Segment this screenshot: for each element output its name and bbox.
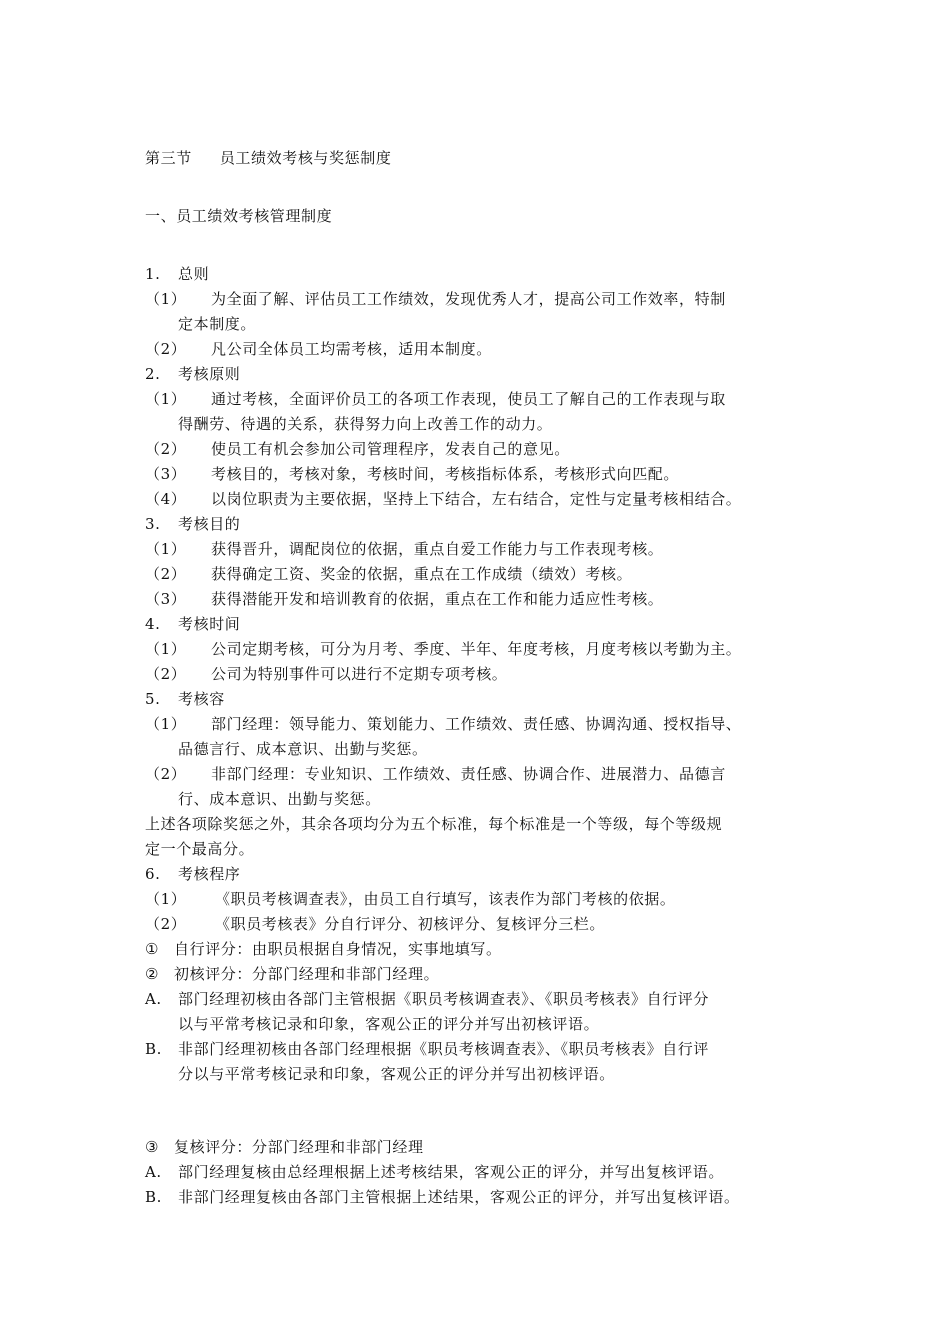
chapter-heading: 一、员工绩效考核管理制度 <box>145 207 333 225</box>
lettered-item <box>145 989 709 1009</box>
item-marker: （2） <box>145 665 187 683</box>
item-text: 部门经理复核由总经理根据上述考核结果，客观公正的评分，并写出复核评语。 <box>178 1163 725 1181</box>
circled-item <box>145 1137 424 1157</box>
section-2-heading <box>145 364 240 384</box>
lettered-item <box>145 1162 724 1182</box>
item-continuation: 品德言行、成本意识、出勤与奖惩。 <box>178 740 428 758</box>
item-marker: （1） <box>145 390 187 408</box>
section-1-marker: 1. <box>145 265 161 283</box>
item-text: 《职员考核调查表》，由员工自行填写，该表作为部门考核的依据。 <box>215 890 676 908</box>
item-text: 通过考核，全面评价员工的各项工作表现，使员工了解自己的工作表现与取 <box>211 390 726 408</box>
list-item <box>145 564 632 584</box>
letter-marker: B. <box>145 1188 162 1206</box>
item-marker: （1） <box>145 540 187 558</box>
item-text: 考核目的，考核对象，考核时间，考核指标体系，考核形式向匹配。 <box>211 465 680 483</box>
note-paragraph-line: 定一个最高分。 <box>145 840 255 858</box>
list-item <box>145 889 676 909</box>
list-item <box>145 489 741 509</box>
item-text: 部门经理初核由各部门主管根据《职员考核调查表》、《职员考核表》自行评分 <box>178 990 710 1008</box>
list-item <box>145 539 663 559</box>
section-4-heading <box>145 614 240 634</box>
item-text: 为全面了解、评估员工工作绩效，发现优秀人才，提高公司工作效率，特制 <box>211 290 726 308</box>
section-4-marker: 4. <box>145 615 161 633</box>
section-4-title: 考核时间 <box>178 615 241 633</box>
section-6-title: 考核程序 <box>178 865 241 883</box>
section-2-title: 考核原则 <box>178 365 241 383</box>
letter-marker: A. <box>145 990 162 1008</box>
note-paragraph-line: 上述各项除奖惩之外，其余各项均分为五个标准，每个标准是一个等级，每个等级规 <box>145 815 723 833</box>
list-item <box>145 439 570 459</box>
section-6-marker: 6. <box>145 865 161 883</box>
item-text: 以岗位职责为主要依据，坚持上下结合，左右结合，定性与定量考核相结合。 <box>211 490 742 508</box>
item-text: 非部门经理：专业知识、工作绩效、责任感、协调合作、进展潜力、品德言 <box>211 765 726 783</box>
item-continuation: 行、成本意识、出勤与奖惩。 <box>178 790 381 808</box>
section-3-title: 考核目的 <box>178 515 241 533</box>
section-5-title: 考核容 <box>178 690 225 708</box>
list-item <box>145 639 741 659</box>
section-5-marker: 5. <box>145 690 161 708</box>
circled-marker: ① <box>145 940 160 958</box>
item-text: 公司为特别事件可以进行不定期专项考核。 <box>211 665 508 683</box>
circled-marker: ② <box>145 965 160 983</box>
letter-marker: B. <box>145 1040 162 1058</box>
item-text: 《职员考核表》分自行评分、初核评分、复核评分三栏。 <box>215 915 606 933</box>
circled-marker: ③ <box>145 1138 160 1156</box>
item-marker: （1） <box>145 640 187 658</box>
list-item <box>145 389 726 409</box>
item-marker: （3） <box>145 590 187 608</box>
item-marker: （2） <box>145 340 187 358</box>
list-item <box>145 764 726 784</box>
item-text: 复核评分：分部门经理和非部门经理 <box>174 1138 424 1156</box>
circled-item <box>145 964 439 984</box>
list-item <box>145 339 492 359</box>
letter-marker: A. <box>145 1163 162 1181</box>
item-text: 部门经理：领导能力、策划能力、工作绩效、责任感、协调沟通、授权指导、 <box>211 715 742 733</box>
list-item <box>145 914 605 934</box>
lettered-item <box>145 1039 709 1059</box>
section-2-marker: 2. <box>145 365 161 383</box>
section-heading <box>145 148 391 168</box>
list-item <box>145 664 507 684</box>
section-3-heading <box>145 514 240 534</box>
item-text: 非部门经理复核由各部门主管根据上述结果，客观公正的评分，并写出复核评语。 <box>178 1188 740 1206</box>
item-text: 非部门经理初核由各部门经理根据《职员考核调查表》、《职员考核表》自行评 <box>178 1040 710 1058</box>
section-number: 第三节 <box>145 149 192 167</box>
item-continuation: 以与平常考核记录和印象，客观公正的评分并写出初核评语。 <box>178 1015 600 1033</box>
item-text: 公司定期考核，可分为月考、季度、半年、年度考核，月度考核以考勤为主。 <box>211 640 742 658</box>
item-text: 使员工有机会参加公司管理程序，发表自己的意见。 <box>211 440 570 458</box>
item-marker: （2） <box>145 765 187 783</box>
item-marker: （1） <box>145 290 187 308</box>
item-text: 初核评分：分部门经理和非部门经理。 <box>174 965 440 983</box>
item-text: 获得潜能开发和培训教育的依据，重点在工作和能力适应性考核。 <box>211 590 664 608</box>
item-marker: （1） <box>145 715 187 733</box>
lettered-item <box>145 1187 740 1207</box>
section-title: 员工绩效考核与奖惩制度 <box>219 149 392 167</box>
item-continuation: 得酬劳、待遇的关系，获得努力向上改善工作的动力。 <box>178 415 553 433</box>
item-text: 获得确定工资、奖金的依据，重点在工作成绩（绩效）考核。 <box>211 565 633 583</box>
item-marker: （2） <box>145 440 187 458</box>
item-marker: （1） <box>145 890 187 908</box>
item-marker: （2） <box>145 565 187 583</box>
section-1-heading <box>145 264 209 284</box>
item-marker: （4） <box>145 490 187 508</box>
section-6-heading <box>145 864 240 884</box>
list-item <box>145 714 741 734</box>
list-item <box>145 589 663 609</box>
section-5-heading <box>145 689 225 709</box>
item-continuation: 分以与平常考核记录和印象，客观公正的评分并写出初核评语。 <box>178 1065 615 1083</box>
item-marker: （3） <box>145 465 187 483</box>
circled-item <box>145 939 502 959</box>
section-3-marker: 3. <box>145 515 161 533</box>
item-marker: （2） <box>145 915 187 933</box>
list-item <box>145 289 726 309</box>
item-continuation: 定本制度。 <box>178 315 257 333</box>
item-text: 获得晋升，调配岗位的依据，重点自爱工作能力与工作表现考核。 <box>211 540 664 558</box>
item-text: 凡公司全体员工均需考核，适用本制度。 <box>211 340 492 358</box>
list-item <box>145 464 679 484</box>
item-text: 自行评分：由职员根据自身情况，实事地填写。 <box>174 940 502 958</box>
section-1-title: 总则 <box>178 265 210 283</box>
